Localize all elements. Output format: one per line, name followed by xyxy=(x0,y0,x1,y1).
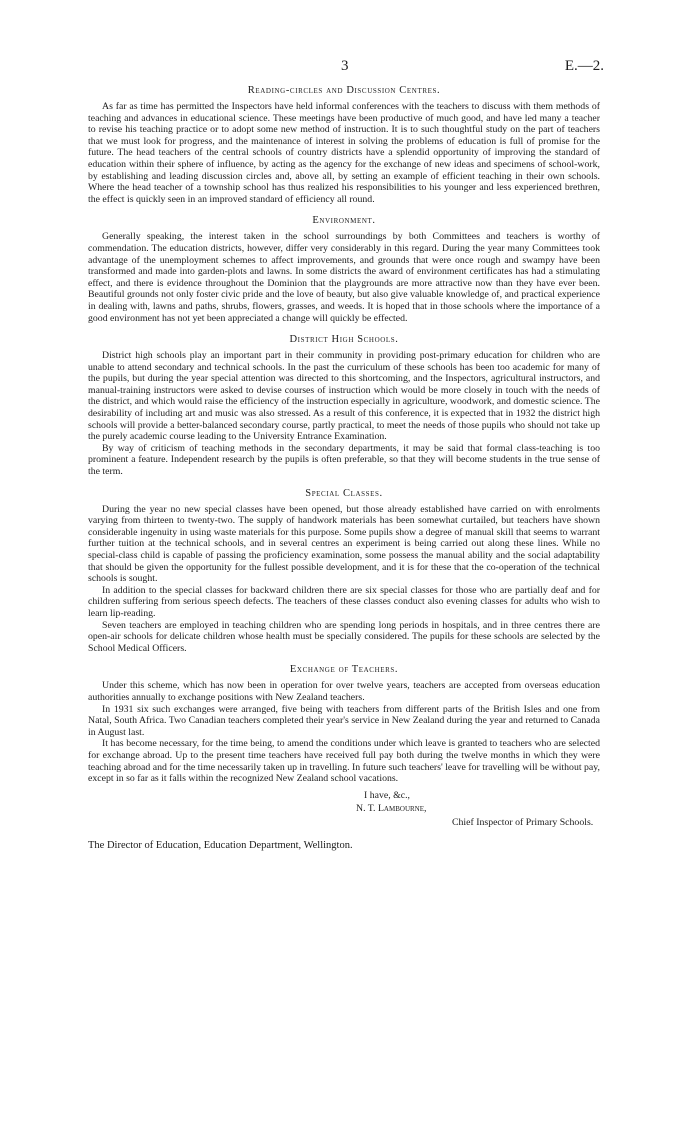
section-heading: Special Classes. xyxy=(305,487,383,499)
signatory-title: Chief Inspector of Primary Schools. xyxy=(452,816,594,828)
paragraph: Under this scheme, which has now been in operation for over twelve years, teachers are accepted from overseas education authorities annually to exchange positions with New Zealand teachers. xyxy=(88,680,600,703)
page-header xyxy=(88,58,604,78)
signatory-name: N. T. Lambourne, xyxy=(356,803,427,815)
paragraph: In 1931 six such exchanges were arranged, five being with teachers from different parts of the British Isles and one from Natal, South Africa. Two Canadian teachers completed their year's service in New Zealand during the year and returned to Canada in August last. xyxy=(88,703,600,738)
section-environment xyxy=(88,215,600,324)
paragraph: District high schools play an important part in their community in providing post-primary education for children who are unable to attend secondary and technical schools. In the past the curriculum of these schools has been too academic for many of the pupils, but during the year special attention was directed to this shortcoming, and the Inspectors, agricultural instructors, and manual-training instructors were asked to devise courses of instruction which would be more closely in touch with the needs of the district, and which would raise the efficiency of the instruction especially in agriculture, woodwork, and domestic science. The desirability of including art and music was also stressed. As a result of this conference, it is expected that in 1932 the district high schools will provide a better-balanced secondary course, partly practical, to meet the needs of those pupils who should not take up the purely academic course leading to the University Entrance Examination. xyxy=(88,350,600,443)
section-heading: Exchange of Teachers. xyxy=(289,664,399,676)
section-heading: District High Schools. xyxy=(289,334,399,346)
section-exchange-of-teachers xyxy=(88,664,600,784)
document-reference: E.—2. xyxy=(564,58,604,74)
section-heading: Environment. xyxy=(312,215,376,227)
document-page xyxy=(88,58,604,853)
paragraph: As far as time has permitted the Inspectors have held informal conferences with the teachers to discuss with them methods of teaching and advances in educational science. These meetings have been productive of much good, and have led many a teacher to revise his teaching practice or to adopt some new method of instruction. It is to such thoughtful study on the part of teachers that we must look for progress, and the maintenance of interest in solving the problems of education is full of promise for the future. The head teachers of the central schools of country districts have a splendid opportunity of improving the standard of education within their sphere of influence, by acting as the agency for the exchange of new ideas and specimens of school-work, by establishing and leading discussion circles and, above all, by setting an example of efficient teaching in their own schools. Where the head teacher of a township school has thus realized his responsibilities to his younger and less experienced brethren, the effect is quickly seen in an improved standard of efficiency all round. xyxy=(88,101,600,205)
section-special-classes xyxy=(88,488,600,655)
page-number: 3 xyxy=(341,58,349,74)
section-heading: Reading-circles and Discussion Centres. xyxy=(247,85,441,96)
paragraph: Seven teachers are employed in teaching children who are spending long periods in hospitals, and in three centres there are open-air schools for delicate children whose health must be specially considered. The pupils for these schools are selected by the School Medical Officers. xyxy=(88,619,600,654)
paragraph: It has become necessary, for the time being, to amend the conditions under which leave is granted to teachers who are selected for exchange abroad. Up to the present time teachers have received full pay both during the twelve months in which they were teaching abroad and for the time necessarily taken up in travelling. In future such teachers' leave for travelling will be without pay, except in so far as it falls within the recognized New Zealand school vacations. xyxy=(88,738,600,785)
section-district-high-schools xyxy=(88,334,600,478)
section-reading-circles xyxy=(88,85,600,205)
letter-closing xyxy=(88,789,600,853)
paragraph: Generally speaking, the interest taken in the school surroundings by both Committees and teachers is worthy of commendation. The education districts, however, differ very considerably in this regard. During the year many Committees took advantage of the unemployment schemes to affect improvements, and grounds that were once rough and swampy have been transformed and made into garden-plots and lawns. In some districts the award of environment certificates has had a stimulating effect, and there is evidence throughout the Dominion that the playgrounds are more attractive now than they have ever been. Beautiful grounds not only foster civic pride and the love of beauty, but also give valuable knowledge of, and practical experience in dealing with, lawns and paths, shrubs, flowers, grasses, and weeds. It is hoped that in those schools where the importance of a good environment has not yet been appreciated a change will quickly be effected. xyxy=(88,231,600,324)
paragraph: During the year no new special classes have been opened, but those already established have carried on with enrolments varying from thirteen to twenty-two. The supply of handwork materials has been somewhat curtailed, but teachers have shown considerable ingenuity in using waste materials for this purpose. Some pupils show a degree of manual skill that seems to warrant further tuition at the technical schools, and in several centres an experiment is being carried out along these lines. While no special-class child is capable of passing the proficiency examination, some possess the manual ability and the social adaptability that should be given the opportunity for the fullest possible development, and it is for these that the co-operation of the technical schools is sought. xyxy=(88,503,600,585)
paragraph: In addition to the special classes for backward children there are six special classes for those who are partially deaf and for children suffering from serious speech defects. The teachers of these classes conduct also evening classes for adults who wish to learn lip-reading. xyxy=(88,584,600,619)
paragraph: By way of criticism of teaching methods in the secondary departments, it may be said that formal class-teaching is too prominent a feature. Independent research by the pupils is often preferable, so that they will become students in the true sense of the term. xyxy=(88,442,600,478)
salutation: I have, &c., xyxy=(364,789,410,801)
addressee: The Director of Education, Education Department, Wellington. xyxy=(88,840,353,852)
